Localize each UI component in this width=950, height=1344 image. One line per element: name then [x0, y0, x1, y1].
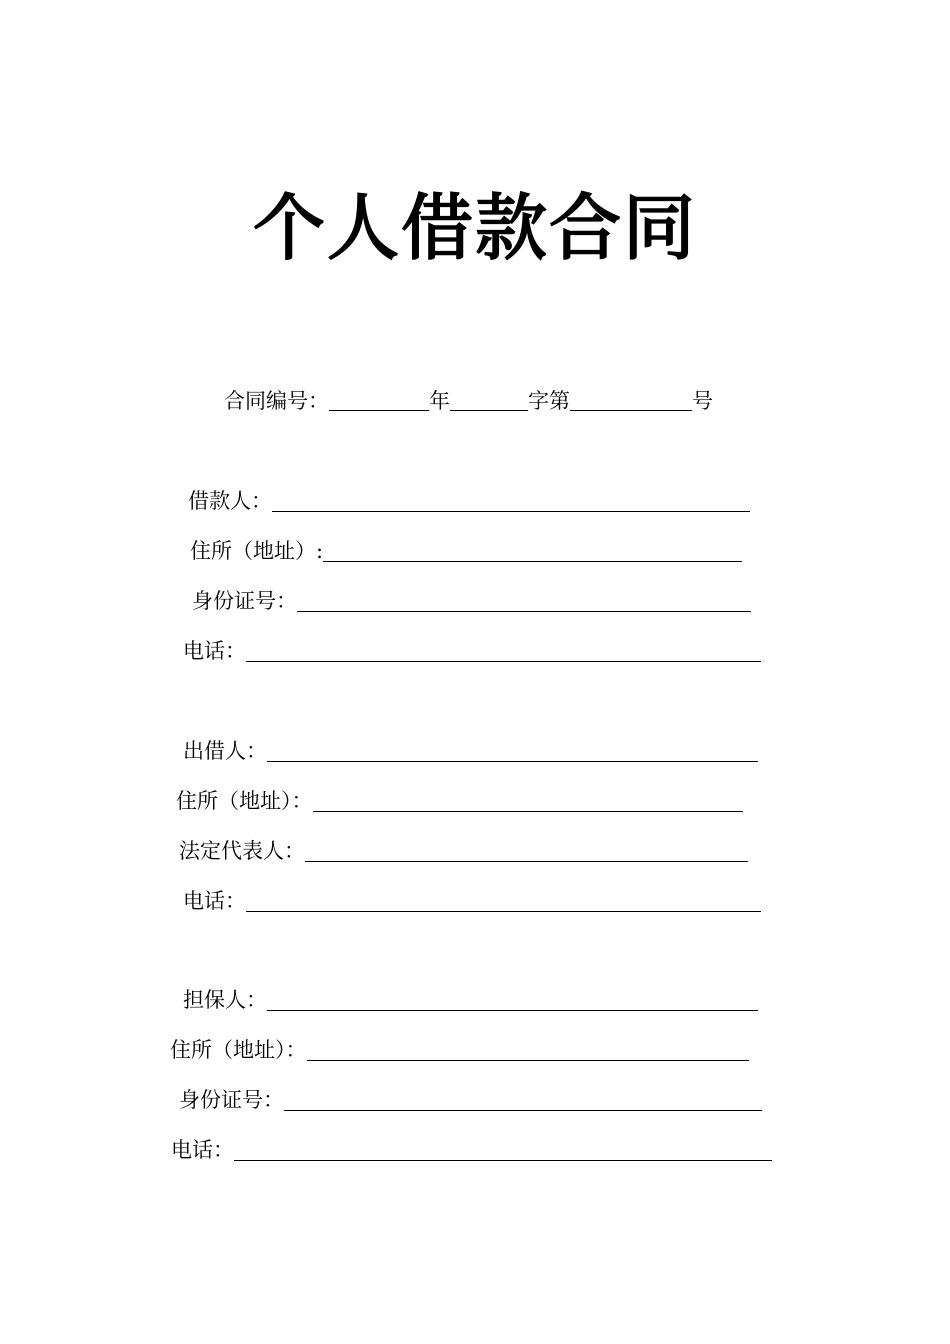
- contract-char-blank[interactable]: [450, 390, 528, 411]
- contract-number-line: [224, 384, 713, 414]
- lender-address-row: [176, 784, 743, 814]
- guarantor-name-field[interactable]: [267, 990, 758, 1011]
- contract-year-suffix: 年: [429, 389, 450, 413]
- borrower-id-field[interactable]: [297, 591, 751, 612]
- guarantor-phone-row: [171, 1133, 772, 1163]
- borrower-address-row: [190, 534, 742, 564]
- guarantor-name-row: [183, 983, 758, 1013]
- lender-address-label: 住所（地址）：: [176, 789, 313, 813]
- guarantor-phone-label: 电话：: [171, 1138, 234, 1162]
- borrower-address-field[interactable]: [323, 541, 742, 562]
- borrower-id-row: [192, 584, 751, 614]
- lender-name-field[interactable]: [267, 741, 758, 762]
- page-title: 个人借款合同: [252, 185, 697, 270]
- contract-number-blank[interactable]: [570, 390, 692, 411]
- borrower-name-field[interactable]: [272, 491, 750, 512]
- lender-rep-field[interactable]: [305, 841, 748, 862]
- guarantor-id-label: 身份证号：: [179, 1088, 284, 1112]
- guarantor-id-row: [179, 1083, 762, 1113]
- guarantor-address-row: [170, 1033, 749, 1063]
- lender-rep-label: 法定代表人：: [179, 839, 305, 863]
- lender-phone-row: [183, 884, 761, 914]
- borrower-name-row: [188, 484, 750, 514]
- guarantor-address-label: 住所（地址）：: [170, 1038, 307, 1062]
- lender-name-label: 出借人：: [183, 739, 267, 763]
- borrower-address-label: 住所（地址）:: [190, 539, 324, 563]
- borrower-phone-label: 电话：: [183, 639, 246, 663]
- contract-char-suffix: 字第: [528, 389, 570, 413]
- lender-phone-field[interactable]: [246, 891, 761, 912]
- guarantor-name-label: 担保人：: [183, 988, 267, 1012]
- borrower-phone-field[interactable]: [246, 641, 761, 662]
- contract-year-blank[interactable]: [329, 390, 429, 411]
- borrower-id-label: 身份证号：: [192, 589, 297, 613]
- guarantor-id-field[interactable]: [284, 1090, 762, 1111]
- borrower-name-label: 借款人：: [188, 489, 272, 513]
- contract-number-label: 合同编号：: [224, 389, 329, 413]
- lender-name-row: [183, 734, 758, 764]
- lender-rep-row: [179, 834, 748, 864]
- guarantor-address-field[interactable]: [307, 1040, 749, 1061]
- guarantor-phone-field[interactable]: [234, 1140, 772, 1161]
- lender-phone-label: 电话：: [183, 889, 246, 913]
- lender-address-field[interactable]: [313, 791, 743, 812]
- borrower-phone-row: [183, 634, 761, 664]
- contract-number-suffix: 号: [692, 389, 713, 413]
